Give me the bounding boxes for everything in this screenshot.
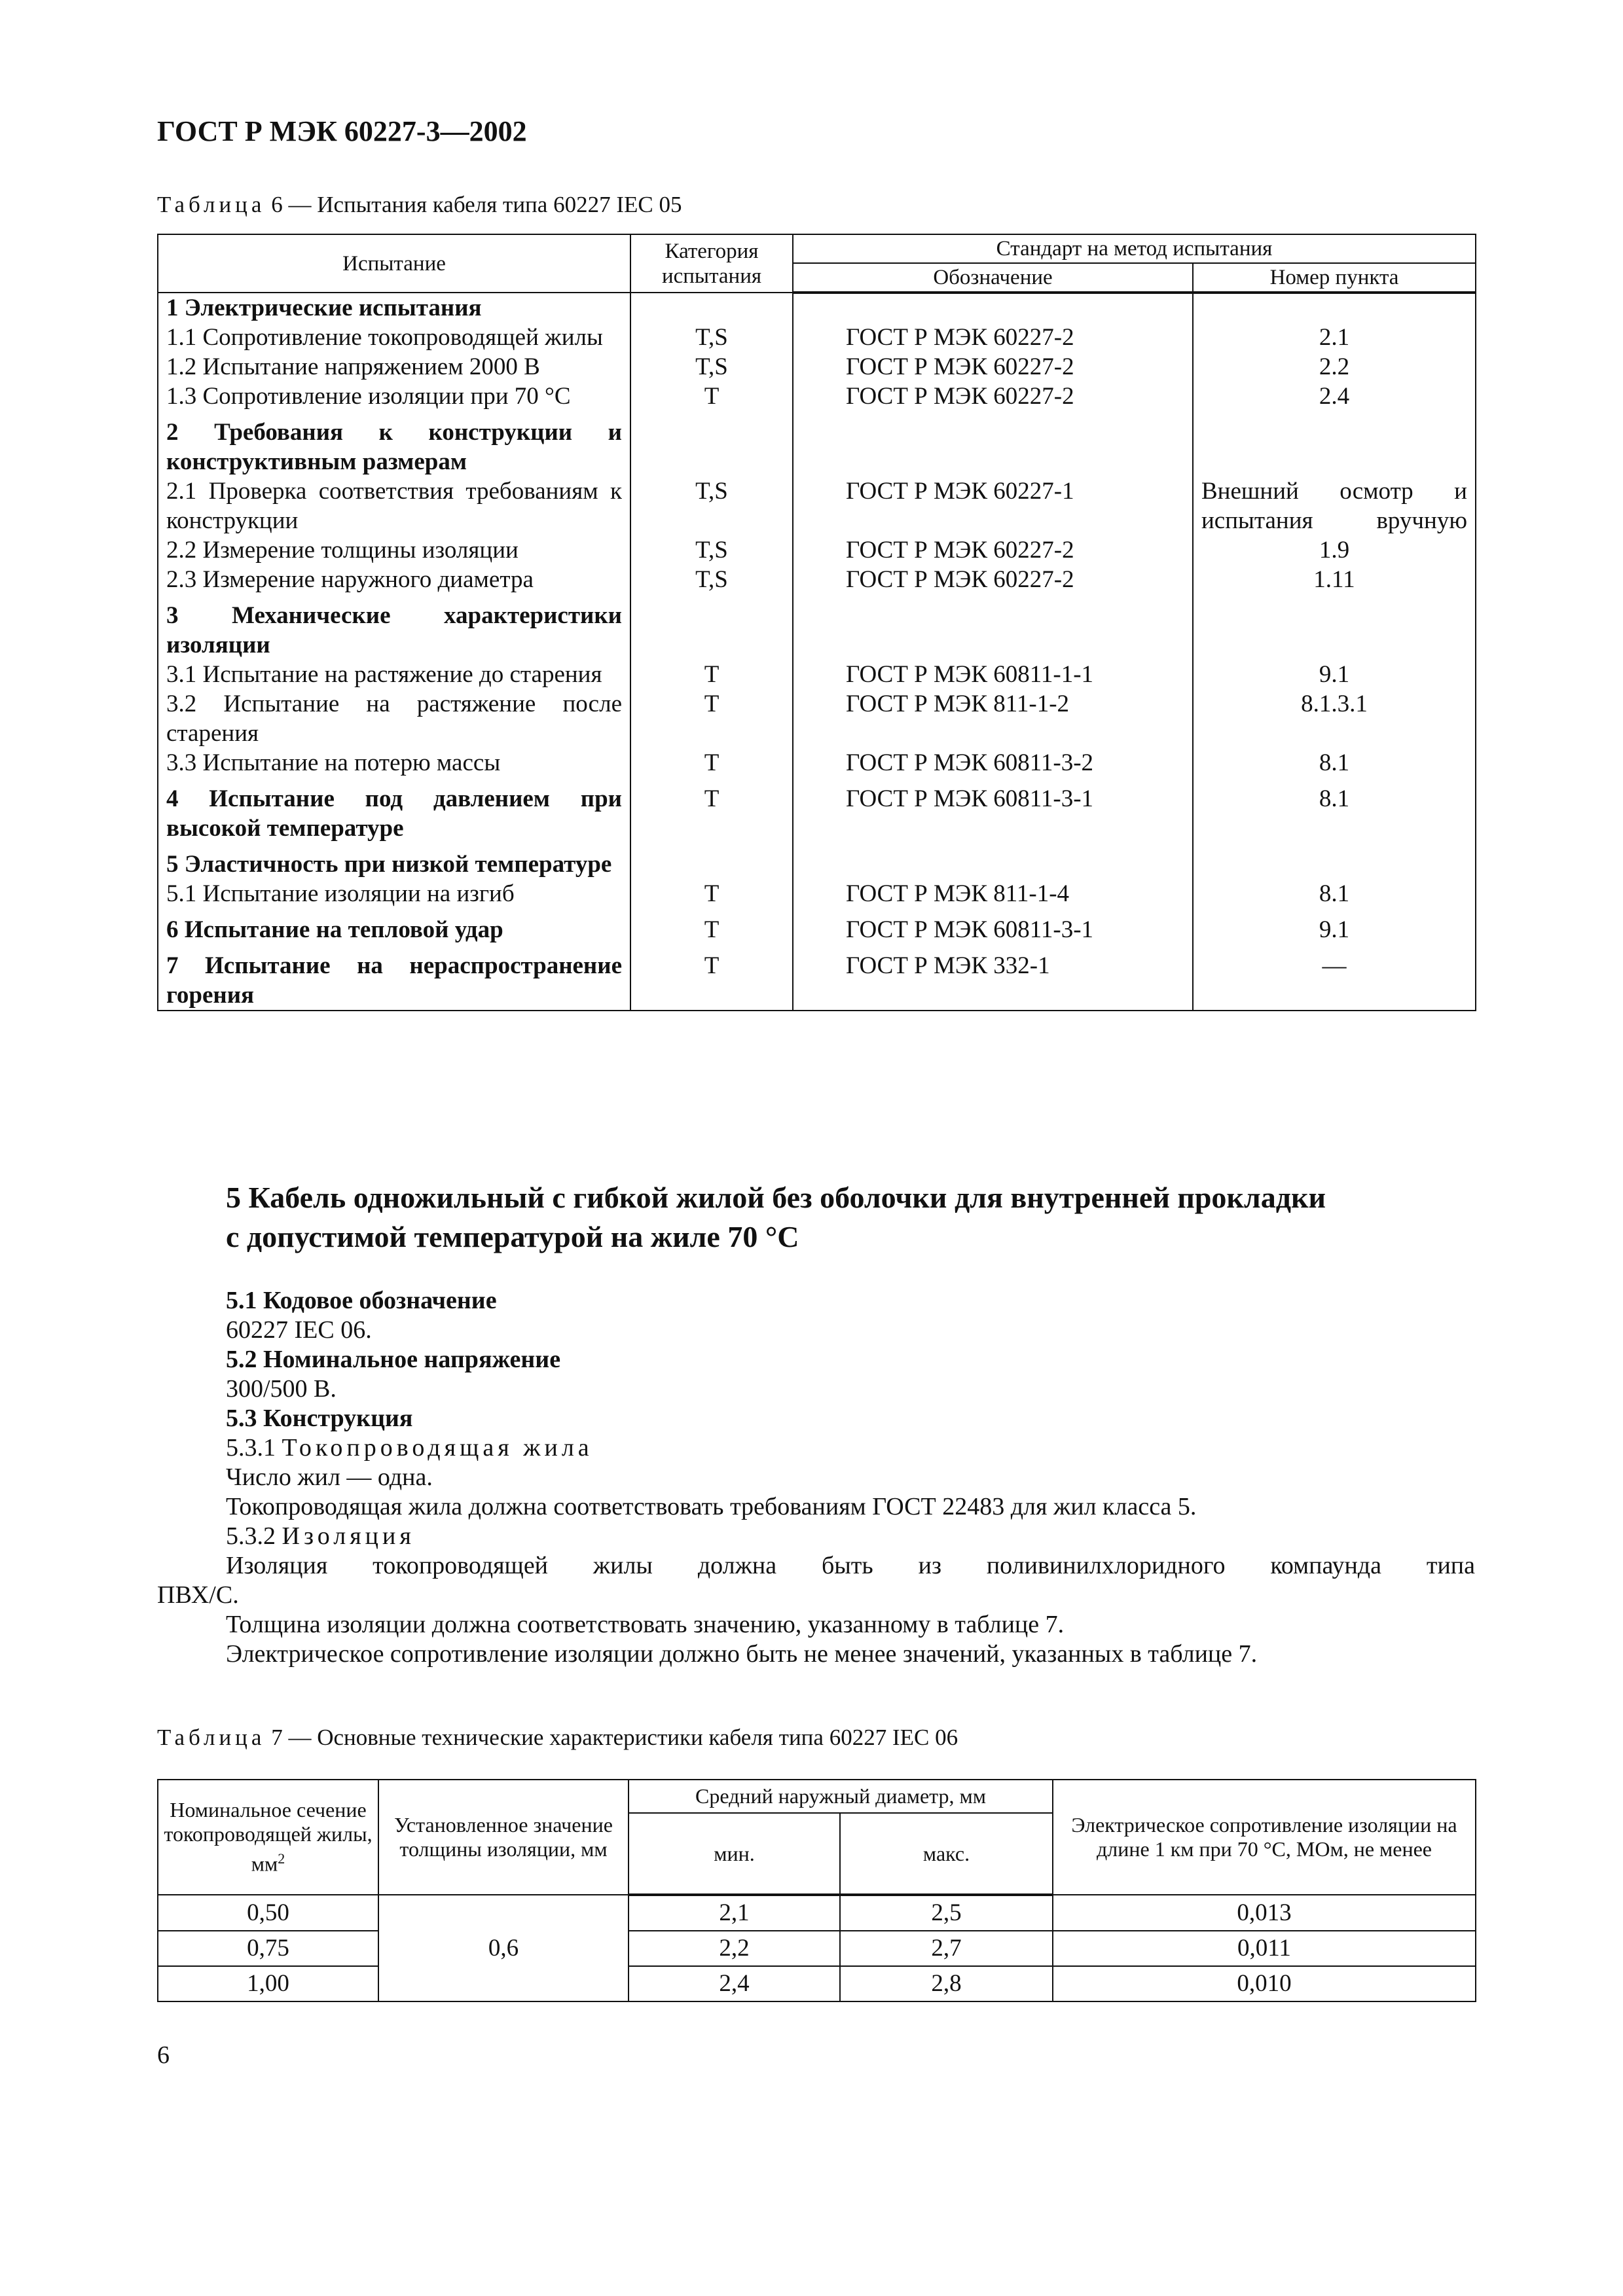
table6-cell-standard: ГОСТ Р МЭК 60811-3-1 [793,778,1193,843]
table7-cell-section: 1,00 [158,1966,378,2001]
table6-cell-clause: 8.1.3.1 [1193,689,1476,748]
table6-cell-name: 3 Механические характеристики изоляции [158,594,630,660]
table6-cell-clause: 8.1 [1193,879,1476,908]
table6-cell-category: T [630,908,793,944]
table-row [158,944,1476,1011]
s531-heading: 5.3.1 Токопроводящая жила [226,1434,593,1462]
table6-cell-category: T,S [630,323,793,352]
table6-cell-standard: ГОСТ Р МЭК 811-1-4 [793,879,1193,908]
table-row [158,1966,1476,2001]
table6-cell-standard: ГОСТ Р МЭК 60811-1-1 [793,660,1193,689]
table6-cell-category: T [630,382,793,411]
table6-head-clause: Номер пункта [1193,263,1476,293]
table6-cell-standard: ГОСТ Р МЭК 60811-3-1 [793,908,1193,944]
table6-cell-name: 1 Электрические испытания [158,293,630,323]
table-row [158,293,1476,323]
s53-title: 5.3 Конструкция [226,1405,413,1432]
s52-title: 5.2 Номинальное напряжение [226,1346,561,1373]
table6 [157,234,1476,1011]
table6-cell-name: 2.3 Измерение наружного диаметра [158,565,630,594]
table6-head-designation: Обозначение [793,263,1193,293]
table-row [158,476,1476,535]
table6-cell-clause: 8.1 [1193,748,1476,778]
table6-cell-clause: 9.1 [1193,908,1476,944]
table-row [158,323,1476,352]
table6-cell-category: T [630,748,793,778]
table6-cell-category [630,411,793,476]
page-number: 6 [157,2041,170,2069]
table6-head-test: Испытание [158,234,630,293]
table6-cell-clause: 1.11 [1193,565,1476,594]
table-row [158,1931,1476,1966]
table6-cell-name: 5.1 Испытание изоляции на изгиб [158,879,630,908]
table6-cell-category: T,S [630,476,793,535]
table-row [158,843,1476,879]
s531-p1: Число жил — одна. [226,1463,433,1491]
section5-body [157,1286,1475,1669]
table-row [158,879,1476,908]
table6-cell-clause [1193,843,1476,879]
table7-cell-section: 0,50 [158,1895,378,1931]
table6-caption: Таблица 6 — Испытания кабеля типа 60227 IEC 05 [157,192,682,217]
table6-cell-category: T,S [630,352,793,382]
s532-heading: 5.3.2 Изоляция [226,1522,415,1550]
table-row [158,689,1476,748]
s52-text: 300/500 В. [226,1375,337,1403]
table7-cell-min: 2,1 [629,1895,840,1931]
table-row [158,352,1476,382]
table7-head-min: мин. [629,1813,840,1895]
table6-cell-name: 1.2 Испытание напряжением 2000 В [158,352,630,382]
s532-p3: Электрическое сопротивление изоляции должно быть не менее значений, указанных в таблице 7. [226,1640,1258,1668]
table7-cell-resistance: 0,013 [1053,1895,1476,1931]
table-row [158,411,1476,476]
table7-cell-thickness: 0,6 [378,1895,629,2001]
table6-cell-standard: ГОСТ Р МЭК 332-1 [793,944,1193,1011]
table7-head-resistance: Электрическое сопротивление изоляции на длине 1 км при 70 °С, МОм, не менее [1053,1780,1476,1895]
s51-text: 60227 IEC 06. [226,1316,372,1344]
table6-cell-clause: 2.2 [1193,352,1476,382]
table6-cell-clause: 8.1 [1193,778,1476,843]
table-row [158,535,1476,565]
table7-cell-max: 2,5 [840,1895,1053,1931]
table6-cell-category [630,594,793,660]
table6-cell-clause: 2.1 [1193,323,1476,352]
table6-cell-name: 3.1 Испытание на растяжение до старения [158,660,630,689]
table6-cell-standard [793,594,1193,660]
s532-p1a: Изоляция токопроводящей жилы должна быть из поливинилхлоридного компаунда типа [226,1552,1475,1579]
table6-cell-clause: 9.1 [1193,660,1476,689]
table7-cell-resistance: 0,011 [1053,1931,1476,1966]
table-row [158,908,1476,944]
section5-title: 5 Кабель одножильный с гибкой жилой без оболочки для внутренней прокладки с допустимой температурой на жиле 70 °С [226,1181,1326,1253]
table6-head-standard: Стандарт на метод испытания [793,234,1476,263]
table6-cell-category [630,293,793,323]
table6-cell-standard: ГОСТ Р МЭК 60227-1 [793,476,1193,535]
table6-cell-clause [1193,594,1476,660]
table6-cell-name: 2.2 Измерение толщины изоляции [158,535,630,565]
table6-cell-standard: ГОСТ Р МЭК 811-1-2 [793,689,1193,748]
table6-cell-category: T,S [630,535,793,565]
table6-cell-name: 3.2 Испытание на растяжение после старения [158,689,630,748]
table7-cell-max: 2,7 [840,1931,1053,1966]
table6-cell-standard: ГОСТ Р МЭК 60227-2 [793,323,1193,352]
table6-cell-category: T [630,944,793,1011]
table6-cell-category: T,S [630,565,793,594]
table7-cell-min: 2,4 [629,1966,840,2001]
s532-p2: Толщина изоляции должна соответствовать значению, указанному в таблице 7. [226,1611,1065,1638]
table6-cell-name: 1.3 Сопротивление изоляции при 70 °С [158,382,630,411]
s51-title: 5.1 Кодовое обозначение [226,1287,497,1314]
table6-cell-name: 7 Испытание на нераспространение горения [158,944,630,1011]
table6-cell-clause: 1.9 [1193,535,1476,565]
table6-cell-category: T [630,660,793,689]
table6-cell-standard: ГОСТ Р МЭК 60227-2 [793,382,1193,411]
table7-head-diameter: Средний наружный диаметр, мм [629,1780,1053,1813]
s532-p1b: ПВХ/С. [157,1581,239,1609]
table6-cell-standard: ГОСТ Р МЭК 60227-2 [793,535,1193,565]
table6-cell-standard [793,843,1193,879]
table6-cell-category [630,843,793,879]
table6-cell-clause: — [1193,944,1476,1011]
table-row [158,778,1476,843]
s531-p2: Токопроводящая жила должна соответствовать требованиям ГОСТ 22483 для жил класса 5. [226,1493,1197,1520]
table6-cell-name: 3.3 Испытание на потерю массы [158,748,630,778]
table6-cell-name: 2.1 Проверка соответствия требованиям к конструкции [158,476,630,535]
table6-cell-standard [793,293,1193,323]
document-header: ГОСТ Р МЭК 60227-3—2002 [157,115,527,147]
table6-cell-name: 4 Испытание под давлением при высокой температуре [158,778,630,843]
table7-cell-section: 0,75 [158,1931,378,1966]
table6-cell-clause: Внешний осмотр и испытания вручную [1193,476,1476,535]
table-row [158,748,1476,778]
table6-cell-category: T [630,689,793,748]
table6-cell-standard [793,411,1193,476]
table7-caption: Таблица 7 — Основные технические характеристики кабеля типа 60227 IEC 06 [157,1725,958,1750]
table6-cell-clause: 2.4 [1193,382,1476,411]
table6-cell-clause [1193,293,1476,323]
table7-head-thickness: Установленное значение толщины изоляции, мм [378,1780,629,1895]
table7 [157,1779,1476,2002]
table6-cell-standard: ГОСТ Р МЭК 60227-2 [793,565,1193,594]
table-row [158,594,1476,660]
table6-cell-name: 2 Требования к конструкции и конструктивным размерам [158,411,630,476]
table6-cell-name: 1.1 Сопротивление токопроводящей жилы [158,323,630,352]
table6-cell-standard: ГОСТ Р МЭК 60227-2 [793,352,1193,382]
table7-cell-max: 2,8 [840,1966,1053,2001]
table7-head-max: макс. [840,1813,1053,1895]
table7-cell-min: 2,2 [629,1931,840,1966]
table6-cell-standard: ГОСТ Р МЭК 60811-3-2 [793,748,1193,778]
table-row [158,1895,1476,1931]
table-row [158,382,1476,411]
table6-cell-category: T [630,879,793,908]
table6-cell-category: T [630,778,793,843]
table6-head-category: Категория испытания [630,234,793,293]
table6-cell-name: 6 Испытание на тепловой удар [158,908,630,944]
table6-cell-clause [1193,411,1476,476]
table-row [158,565,1476,594]
table-row [158,660,1476,689]
table6-cell-name: 5 Эластичность при низкой температуре [158,843,630,879]
table7-cell-resistance: 0,010 [1053,1966,1476,2001]
table7-head-section: Номинальное сечение токопроводящей жилы, $мм^2$ [158,1780,378,1895]
